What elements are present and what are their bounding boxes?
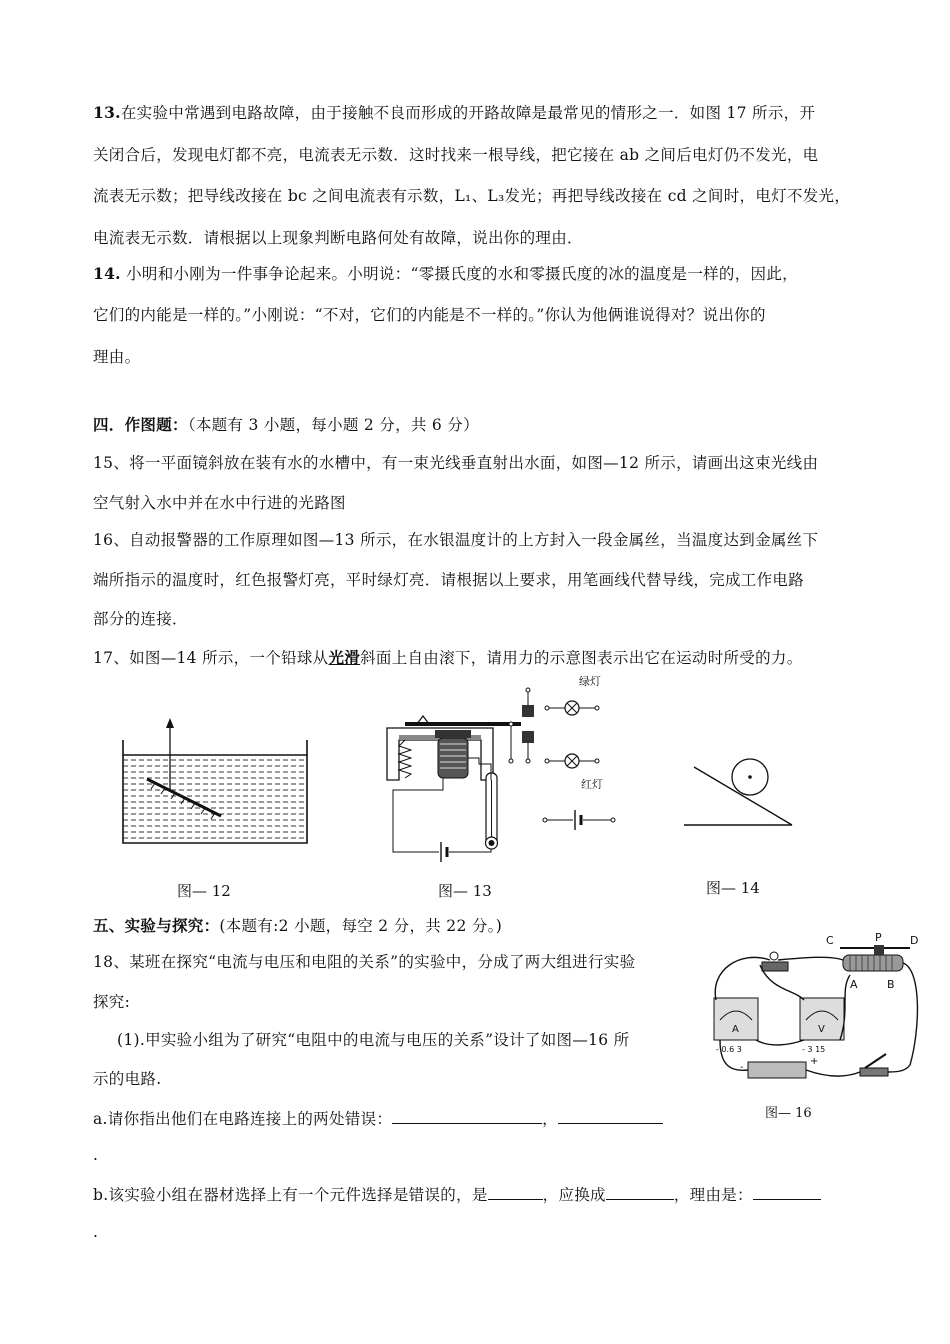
q16-line-1: 16、自动报警器的工作原理如图—13 所示，在水银温度计的上方封入一段金属丝，当温度达到金属丝下 bbox=[93, 531, 819, 549]
q17-pre: 17、如图—14 所示，一个铅球从 bbox=[93, 649, 329, 667]
q15-line-1: 15、将一平面镜斜放在装有水的水槽中，有一束光线垂直射出水面，如图—12 所示，请画出这束光线由 bbox=[93, 454, 819, 472]
q13-line-4: 电流表无示数．请根据以上现象判断电路何处有故障，说出你的理由． bbox=[93, 229, 583, 247]
q14-line-2: 它们的内能是一样的。”小刚说：“不对，它们的内能是不一样的。”你认为他俩谁说得对？说出你的 bbox=[93, 306, 766, 324]
green-lamp-label: 绿灯 bbox=[579, 675, 601, 688]
q15-line-2: 空气射入水中并在水中行进的光路图 bbox=[93, 494, 346, 512]
figure-12 bbox=[115, 715, 315, 850]
q13-text-1: 在实验中常遇到电路故障，由于接触不良而形成的开路故障是最常见的情形之一．如图 17 所示，开 bbox=[120, 104, 816, 122]
q13-line-3: 流表无示数；把导线改接在 bc 之间电流表有示数，L₁、L₃发光；再把导线改接在 cd 之间时，电灯不发光， bbox=[93, 187, 851, 205]
ammeter-label: A bbox=[732, 1024, 739, 1035]
q14-line-1 bbox=[93, 262, 798, 284]
section5-note: (本题有:2 小题，每空 2 分，共 22 分。) bbox=[219, 917, 503, 935]
q18-line-2: 探究: bbox=[93, 993, 131, 1011]
q13-number: 13. bbox=[93, 103, 121, 122]
q18-b-blank-2[interactable] bbox=[606, 1185, 674, 1200]
section4-title: 四．作图题： bbox=[93, 415, 188, 434]
figure-13-caption: 图— 13 bbox=[438, 882, 492, 900]
figure-16-caption: 图— 16 bbox=[765, 1106, 812, 1121]
figure-13 bbox=[375, 668, 640, 868]
q18-b-end: . bbox=[93, 1223, 99, 1241]
label-B: B bbox=[887, 978, 895, 991]
q14-text-1: 小明和小刚为一件事争论起来。小明说：“零摄氏度的水和零摄氏度的冰的温度是一样的，因此， bbox=[126, 265, 798, 283]
q14-number: 14. bbox=[93, 264, 121, 283]
q18-line-3: (1).甲实验小组为了研究“电阻中的电流与电压的关系”设计了如图—16 所 bbox=[117, 1031, 630, 1049]
fixed-resistor bbox=[762, 962, 788, 971]
svg-text:+: + bbox=[810, 1056, 819, 1067]
svg-text:-: - bbox=[740, 1062, 744, 1073]
q18-a-blank-2[interactable] bbox=[558, 1109, 663, 1124]
rheostat-coil bbox=[843, 955, 903, 971]
label-C: C bbox=[826, 934, 834, 947]
label-A: A bbox=[850, 978, 858, 991]
q18-line-4: 示的电路. bbox=[93, 1070, 162, 1088]
q18-b-blank-1[interactable] bbox=[488, 1185, 543, 1200]
q17-post: 斜面上自由滚下，请用力的示意图表示出它在运动时所受的力。 bbox=[360, 649, 803, 667]
q17-line bbox=[93, 646, 803, 668]
label-D: D bbox=[910, 934, 919, 947]
figure-14-caption: 图— 14 bbox=[706, 879, 760, 897]
section4-heading bbox=[93, 413, 479, 435]
q18-b-reason-text: ，理由是： bbox=[673, 1186, 753, 1204]
q18-b-blank-3[interactable] bbox=[753, 1185, 821, 1200]
switch-lever bbox=[865, 1054, 886, 1068]
voltmeter-label: V bbox=[818, 1024, 825, 1035]
figure-12-caption: 图— 12 bbox=[177, 882, 231, 900]
q13-line-2: 关闭合后，发现电灯都不亮，电流表无示数．这时找来一根导线，把它接在 ab 之间后电灯仍不发光，电 bbox=[93, 146, 819, 164]
q18-b-replace-text: ，应换成 bbox=[542, 1186, 606, 1204]
q18-a-end: . bbox=[93, 1146, 99, 1164]
section5-heading bbox=[93, 914, 502, 936]
lower-contact bbox=[522, 731, 534, 743]
spring bbox=[399, 740, 411, 778]
q18-a-blank-1[interactable] bbox=[392, 1109, 542, 1124]
section5-title: 五、实验与探究： bbox=[93, 916, 220, 935]
q18-a-text: a.请你指出他们在电路连接上的两处错误： bbox=[93, 1110, 393, 1128]
q18-b-text: b.该实验小组在器材选择上有一个元件选择是错误的，是 bbox=[93, 1186, 488, 1204]
q17-emphasis: 光滑 bbox=[328, 648, 361, 667]
water-area bbox=[123, 755, 307, 843]
label-P: P bbox=[875, 931, 882, 944]
section4-note: （本题有 3 小题，每小题 2 分，共 6 分） bbox=[187, 416, 479, 434]
q13-line-1 bbox=[93, 101, 815, 123]
figure-16 bbox=[700, 930, 925, 1100]
ray-arrow bbox=[166, 718, 174, 728]
upper-contact bbox=[522, 705, 534, 717]
q18-line-1: 18、某班在探究“电流与电压和电阻的关系”的实验中，分成了两大组进行实验 bbox=[93, 953, 636, 971]
switch-base bbox=[860, 1068, 888, 1076]
red-lamp-label: 红灯 bbox=[581, 778, 603, 791]
ammeter-scale: - 0.6 3 bbox=[716, 1045, 742, 1054]
q14-line-3: 理由。 bbox=[93, 348, 141, 366]
q18-a-separator: ， bbox=[542, 1110, 558, 1128]
battery-box bbox=[748, 1062, 806, 1078]
rheostat-slider bbox=[874, 945, 884, 955]
voltmeter-scale: - 3 15 bbox=[802, 1045, 826, 1054]
q16-line-2: 端所指示的温度时，红色报警灯亮，平时绿灯亮．请根据以上要求，用笔画线代替导线，完成工作电路 bbox=[93, 571, 805, 589]
control-wire bbox=[393, 778, 443, 852]
q16-line-3: 部分的连接． bbox=[93, 610, 188, 628]
figure-14 bbox=[680, 735, 800, 835]
q18-question-a bbox=[93, 1107, 663, 1129]
ball-center bbox=[748, 775, 752, 779]
q18-question-b bbox=[93, 1183, 821, 1205]
